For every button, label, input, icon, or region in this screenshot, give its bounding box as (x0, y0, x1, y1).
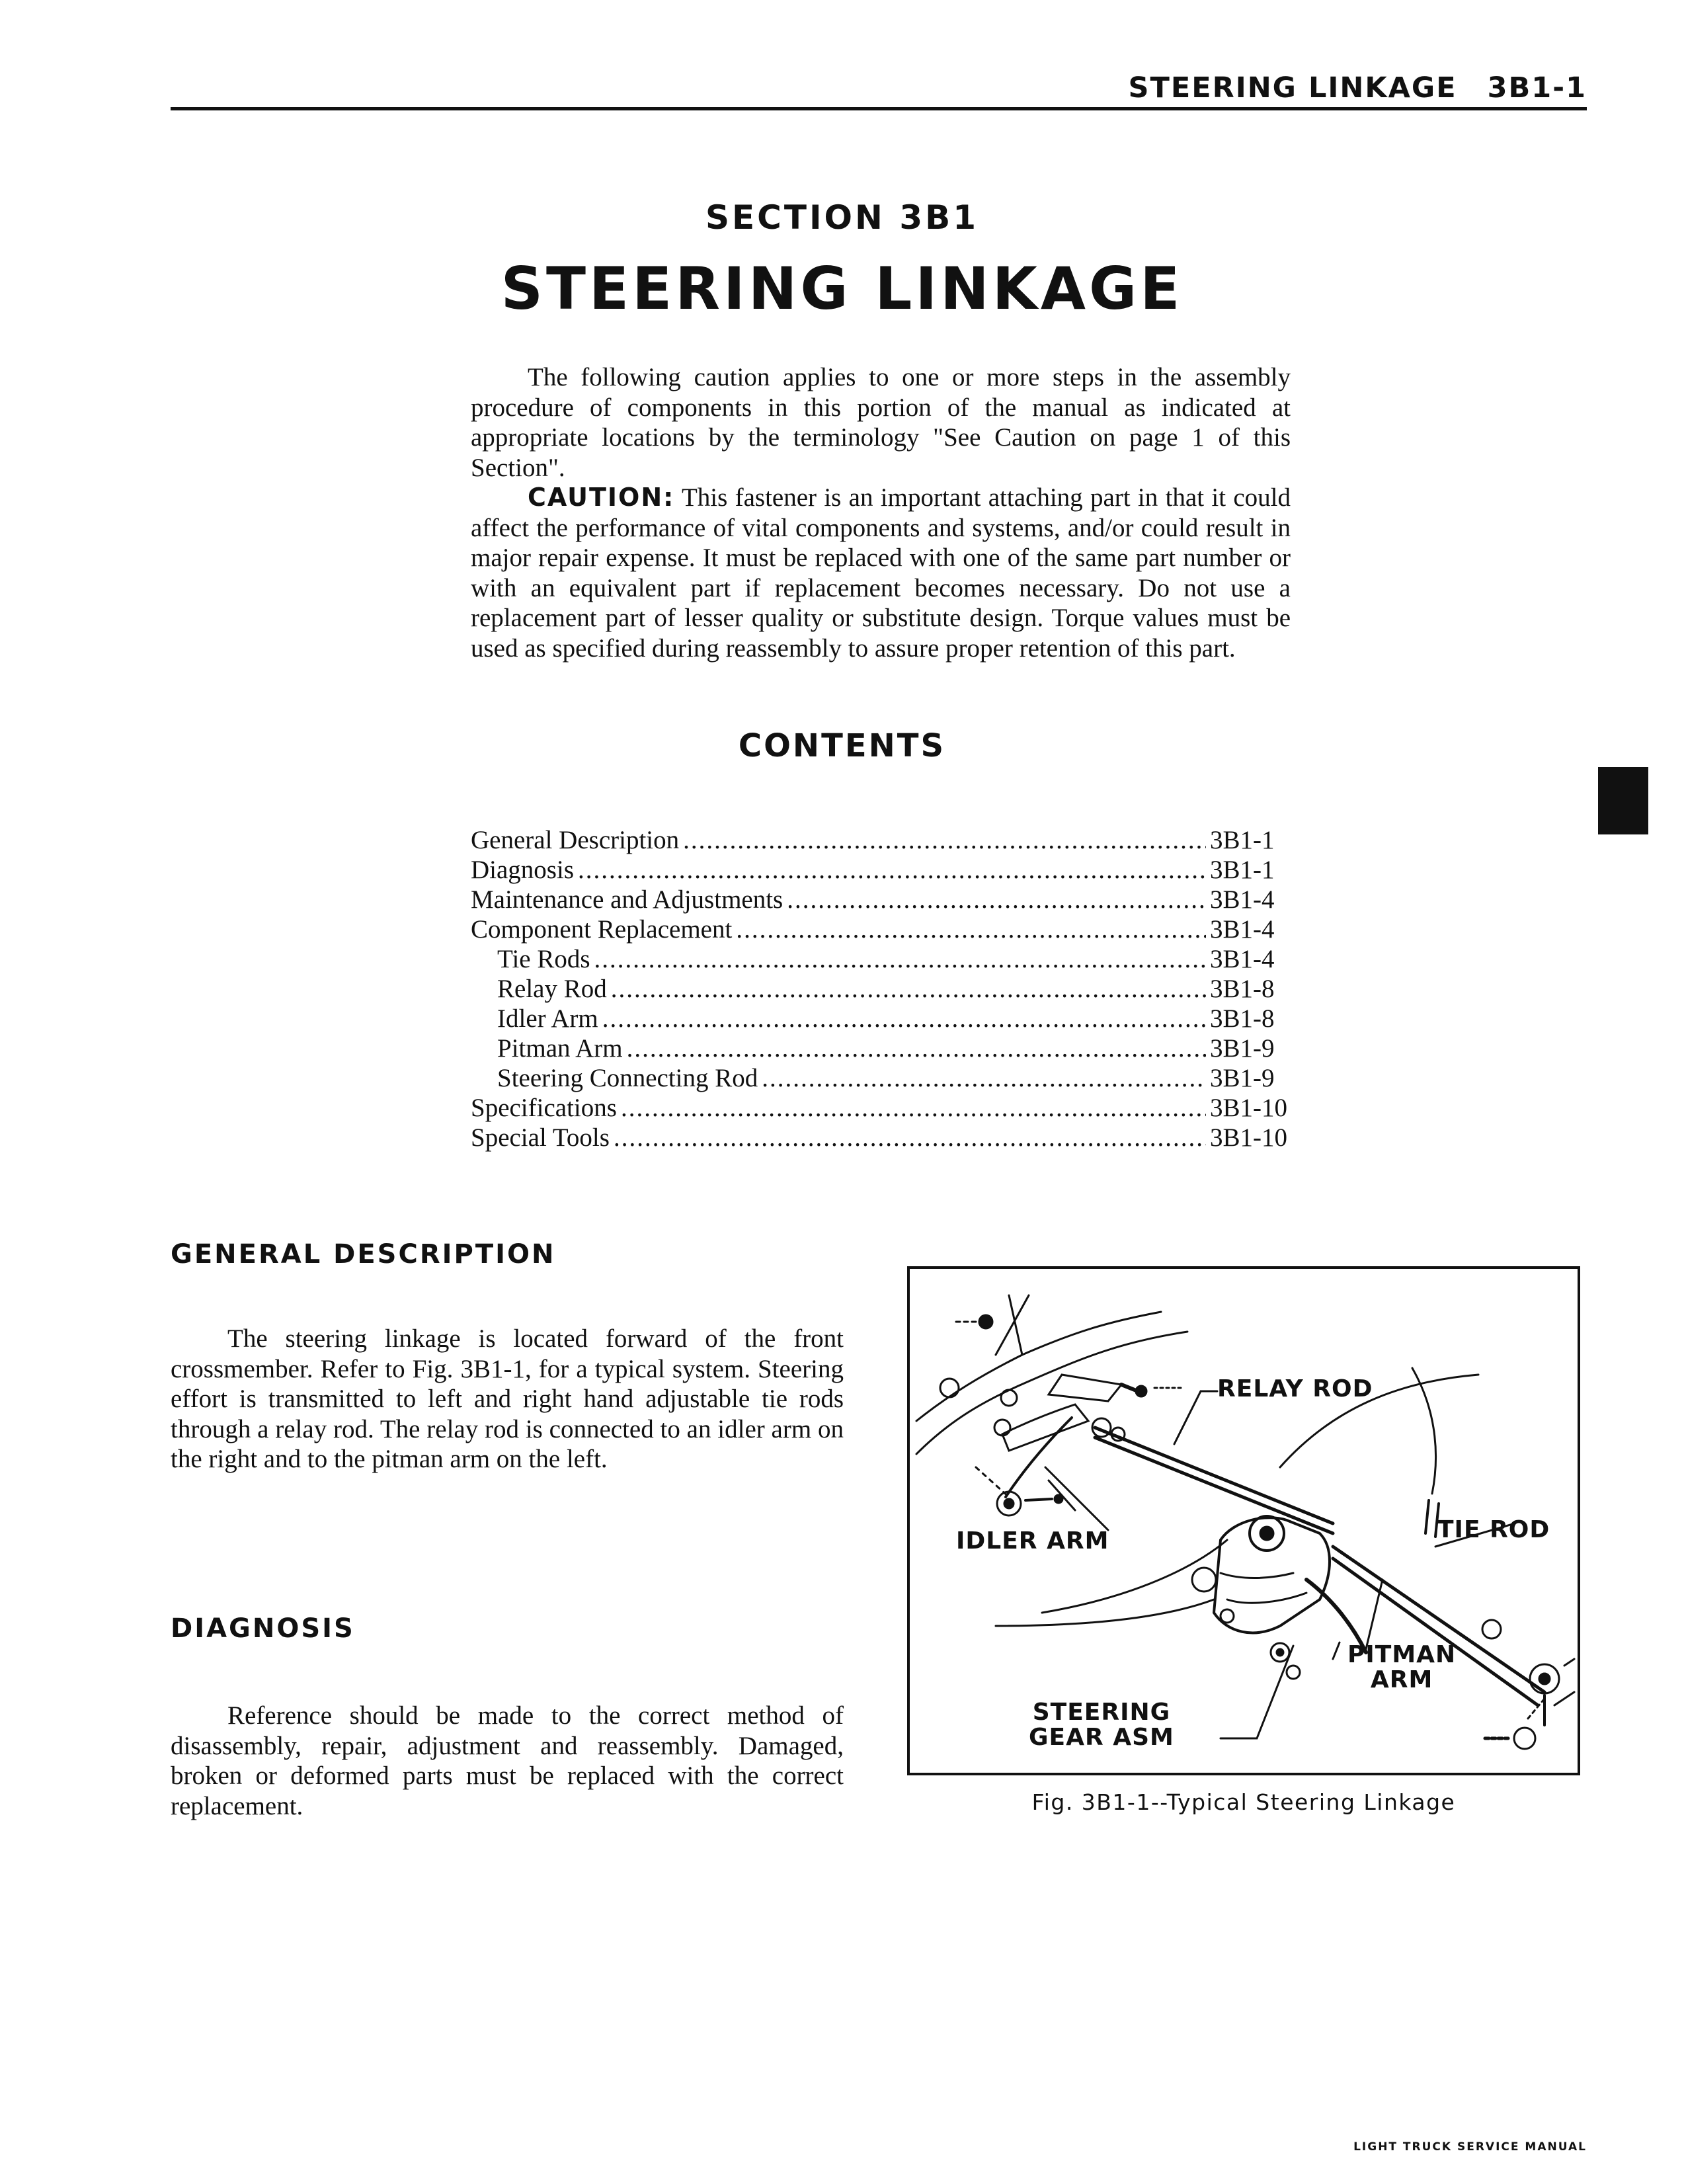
toc-entry-special-tools[interactable] (471, 1123, 1291, 1153)
running-header (1111, 71, 1587, 104)
toc-label: Component Replacement (471, 915, 733, 944)
toc-leader (683, 825, 1206, 855)
toc-entry-idler-arm[interactable] (471, 1004, 1291, 1033)
intro-block (471, 362, 1291, 663)
diagnosis-body (171, 1701, 844, 1821)
toc-label: Relay Rod (497, 975, 607, 1003)
steering-linkage-figure (907, 1266, 1580, 1775)
tie-rod-label: TIE ROD (1437, 1516, 1550, 1543)
general-description-body (171, 1324, 844, 1475)
caution-paragraph (471, 483, 1291, 663)
general-description-text: The steering linkage is located forward of the front crossmember. Refer to Fig. 3B1-1, for a typical system. Steering effort is transmitted to left and right hand adjustable tie rods through a relay rod. The relay rod is connected to an idler arm on the right and to the pitman arm on the left. (171, 1324, 844, 1473)
toc-page: 3B1-1 (1210, 856, 1275, 884)
toc-entry-specifications[interactable] (471, 1093, 1291, 1123)
toc-page: 3B1-9 (1210, 1064, 1275, 1092)
toc-leader (602, 1004, 1206, 1033)
toc-label: Pitman Arm (497, 1034, 623, 1063)
pitman-arm-label-line2: ARM (1370, 1666, 1433, 1693)
toc-entry-relay-rod[interactable] (471, 974, 1291, 1004)
diagnosis-text: Reference should be made to the correct method of disassembly, repair, adjustment and reassembly. Damaged, broken or deformed parts must be replaced with the correct replacement. (171, 1701, 844, 1820)
toc-page: 3B1-4 (1210, 885, 1275, 914)
toc-label: Steering Connecting Rod (497, 1064, 758, 1092)
toc-entry-diagnosis[interactable] (471, 855, 1291, 885)
page-number: 3B1-1 (1487, 71, 1587, 104)
toc-label: Special Tools (471, 1123, 610, 1152)
toc-entry-component-replacement[interactable] (471, 914, 1291, 944)
toc-leader (762, 1063, 1206, 1093)
section-number: SECTION 3B1 (705, 198, 979, 237)
caution-label: CAUTION: (528, 483, 675, 512)
steering-gear-label-line1: STEERING (1032, 1699, 1171, 1726)
toc-entry-steering-connecting-rod[interactable] (471, 1063, 1291, 1093)
toc-leader (787, 885, 1206, 914)
toc-leader (594, 944, 1206, 974)
toc-page: 3B1-10 (1210, 1094, 1287, 1122)
toc-leader (621, 1093, 1206, 1123)
footer-manual-name: LIGHT TRUCK SERVICE MANUAL (1353, 2140, 1587, 2154)
steering-gear-label (1029, 1700, 1174, 1750)
toc-entry-general-description[interactable] (471, 825, 1291, 855)
pitman-arm-label (1347, 1642, 1456, 1693)
header-rule (171, 107, 1587, 110)
general-description-heading: GENERAL DESCRIPTION (171, 1239, 556, 1270)
diagnosis-heading: DIAGNOSIS (171, 1613, 355, 1644)
toc-leader (627, 1033, 1206, 1063)
toc-label: Diagnosis (471, 856, 574, 884)
toc-page: 3B1-4 (1210, 945, 1275, 973)
toc-page: 3B1-8 (1210, 975, 1275, 1003)
caution-text: This fastener is an important attaching part in that it could affect the performance of vital components and systems, and/or could result in major repair expense. It must be replaced with one of the same part number or with an equivalent part if replacement becomes necessary. Do not use a replacement part of lesser quality or substitute design. Torque values must be used as specified during reassembly to assure proper retention of this part. (471, 483, 1291, 663)
running-header-title: STEERING LINKAGE (1128, 71, 1457, 104)
toc-label: Specifications (471, 1094, 617, 1122)
toc-page: 3B1-1 (1210, 826, 1275, 854)
toc-page: 3B1-8 (1210, 1004, 1275, 1033)
toc-entry-tie-rods[interactable] (471, 944, 1291, 974)
toc-page: 3B1-4 (1210, 915, 1275, 944)
section-thumb-tab (1598, 767, 1648, 834)
toc-page: 3B1-10 (1210, 1123, 1287, 1152)
toc-label: Maintenance and Adjustments (471, 885, 783, 914)
toc-entry-maintenance[interactable] (471, 885, 1291, 914)
toc-leader (736, 914, 1206, 944)
relay-rod-label: RELAY ROD (1217, 1375, 1373, 1402)
toc-label: Tie Rods (497, 945, 590, 973)
table-of-contents (471, 825, 1291, 1153)
toc-label: General Description (471, 826, 680, 854)
contents-heading: CONTENTS (738, 727, 946, 764)
figure-caption: Fig. 3B1-1--Typical Steering Linkage (1031, 1789, 1456, 1815)
toc-entry-pitman-arm[interactable] (471, 1033, 1291, 1063)
toc-page: 3B1-9 (1210, 1034, 1275, 1063)
toc-leader (611, 974, 1206, 1004)
toc-leader (614, 1123, 1206, 1153)
steering-gear-label-line2: GEAR ASM (1029, 1724, 1174, 1751)
idler-arm-label: IDLER ARM (956, 1527, 1109, 1555)
section-title: STEERING LINKAGE (501, 255, 1183, 323)
pitman-arm-label-line1: PITMAN (1347, 1641, 1457, 1668)
toc-label: Idler Arm (497, 1004, 598, 1033)
intro-paragraph: The following caution applies to one or more steps in the assembly procedure of components in this portion of the manual as indicated at appropriate locations by the terminology "See Caution on page 1 of this Section". (471, 363, 1291, 482)
toc-leader (578, 855, 1206, 885)
